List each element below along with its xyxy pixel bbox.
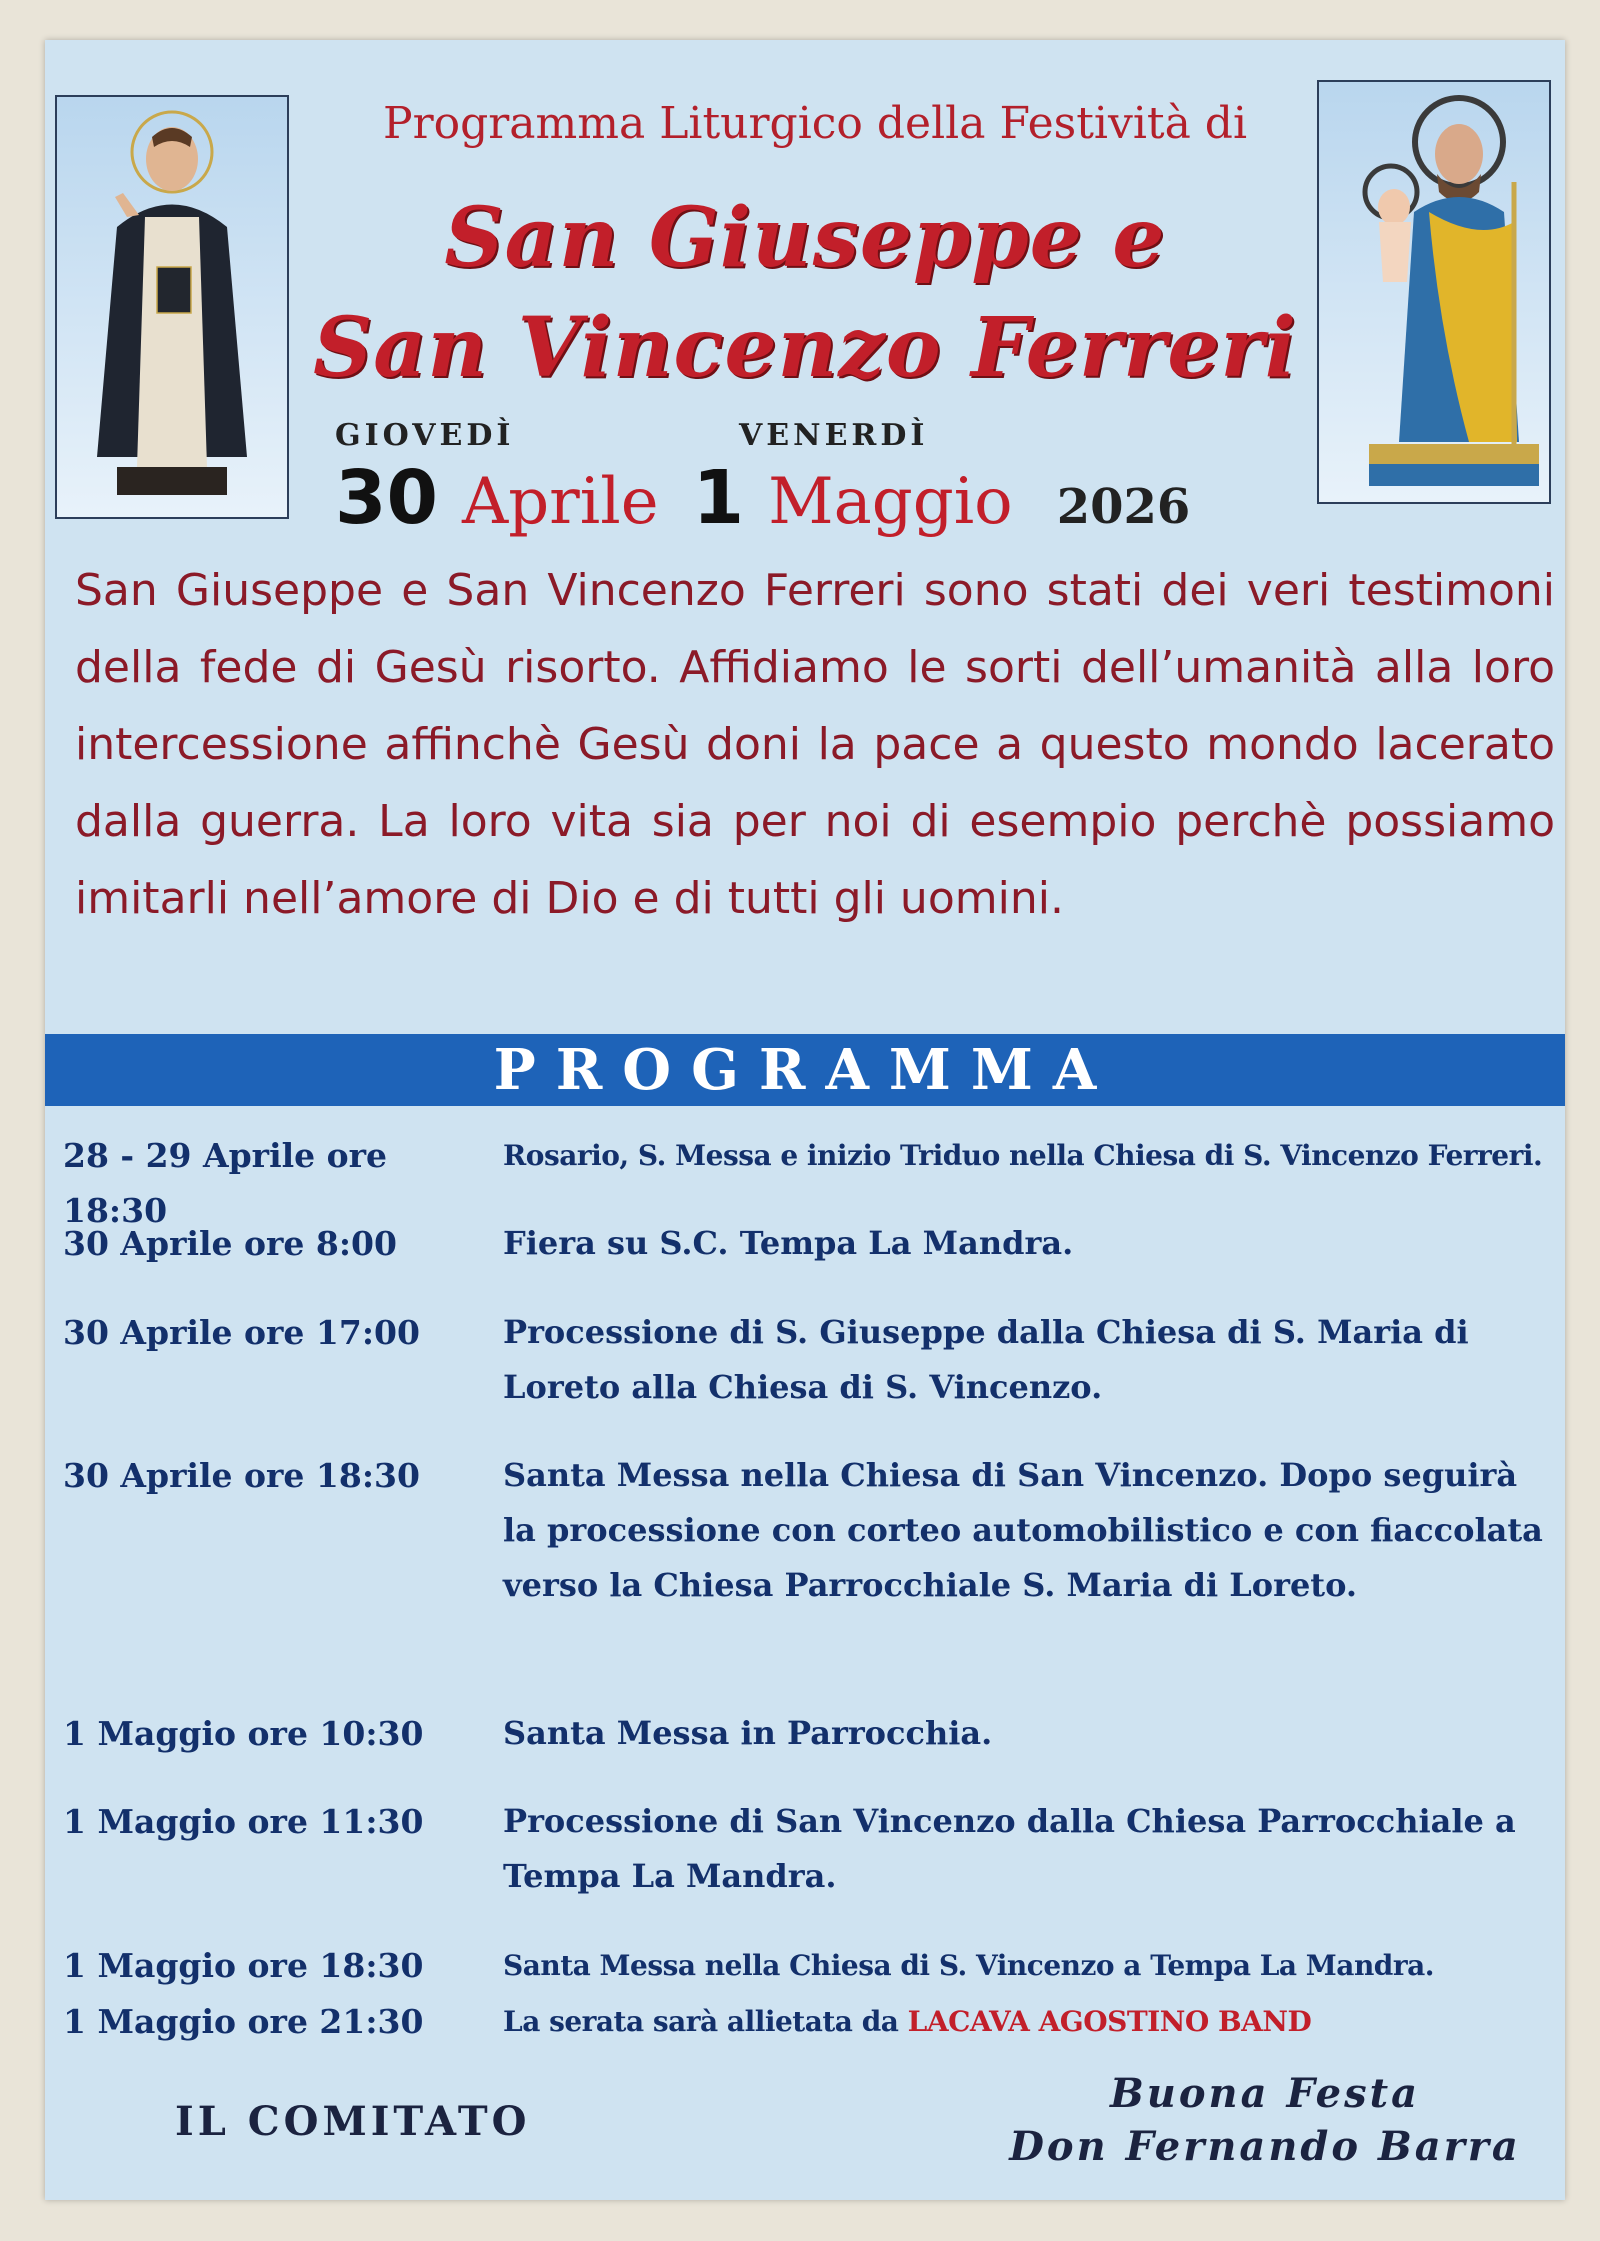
weekday-day2: VENERDÌ (739, 418, 929, 453)
weekday-day1: GIOVEDÌ (335, 418, 515, 453)
event-description: Processione di S. Giuseppe dalla Chiesa di S. Maria di Loreto alla Chiesa di S. Vincenzo. (503, 1313, 1469, 1406)
day2-month: Maggio (768, 465, 1013, 539)
committee-label: IL COMITATO (175, 2098, 531, 2145)
day1-number: 30 (335, 455, 438, 541)
day1-month: Aprile (461, 465, 659, 539)
event-time: 30 Aprile ore 8:00 (63, 1224, 397, 1263)
greeting: Buona Festa (1109, 2070, 1421, 2117)
event-time: 28 - 29 Aprile ore 18:30 (63, 1136, 388, 1230)
event-description: Santa Messa in Parrocchia. (503, 1714, 993, 1752)
intro-text: San Giuseppe e San Vincenzo Ferreri sono stati dei veri testimoni della fede di Gesù risorto. Affidiamo le sorti dell’umanità alla loro intercessione affinchè Gesù doni la pace a questo mondo lacerato dalla guerra. La loro vita sia per noi di esempio perchè possiamo imitarli nell’amore di Dio e di tutti gli uomini. (75, 565, 1555, 924)
saint-joseph-statue-image (1317, 80, 1551, 504)
poster (45, 40, 1565, 2200)
day2-number: 1 (692, 455, 745, 541)
programma-banner (45, 1034, 1565, 1106)
year: 2026 (1056, 479, 1191, 535)
title-san-vincenzo: San Vincenzo Ferreri (313, 300, 1297, 396)
event-description: Santa Messa nella Chiesa di S. Vincenzo a Tempa La Mandra. (503, 1949, 1435, 1982)
dates-row (335, 455, 1190, 545)
band-name: LACAVA AGOSTINO BAND (907, 2005, 1312, 2038)
event-time: 30 Aprile ore 18:30 (63, 1456, 420, 1495)
event-description-text: La serata sarà allietata da (503, 2005, 908, 2038)
event-time: 30 Aprile ore 17:00 (63, 1313, 420, 1352)
event-description (503, 1994, 1553, 2049)
event-time: 1 Maggio ore 18:30 (63, 1946, 424, 1985)
event-description: Fiera su S.C. Tempa La Mandra. (503, 1224, 1074, 1262)
event-time: 1 Maggio ore 10:30 (63, 1714, 424, 1753)
signature: Don Fernando Barra (1009, 2123, 1521, 2170)
event-description: Santa Messa nella Chiesa di San Vincenzo. Dopo seguirà la processione con corteo automobilistico e con fiaccolata verso la Chiesa Parrocchiale S. Maria di Loreto. (503, 1456, 1543, 1604)
pre-title: Programma Liturgico della Festività di (382, 98, 1248, 149)
event-time: 1 Maggio ore 21:30 (63, 2002, 424, 2041)
title-san-giuseppe: San Giuseppe e (444, 190, 1166, 286)
programma-title: PROGRAMMA (493, 1037, 1117, 1103)
event-time: 1 Maggio ore 11:30 (63, 1802, 424, 1841)
event-description: Processione di San Vincenzo dalla Chiesa Parrocchiale a Tempa La Mandra. (503, 1802, 1516, 1895)
event-description: Rosario, S. Messa e inizio Triduo nella Chiesa di S. Vincenzo Ferreri. (503, 1139, 1543, 1172)
saint-vincent-statue-image (55, 95, 289, 519)
